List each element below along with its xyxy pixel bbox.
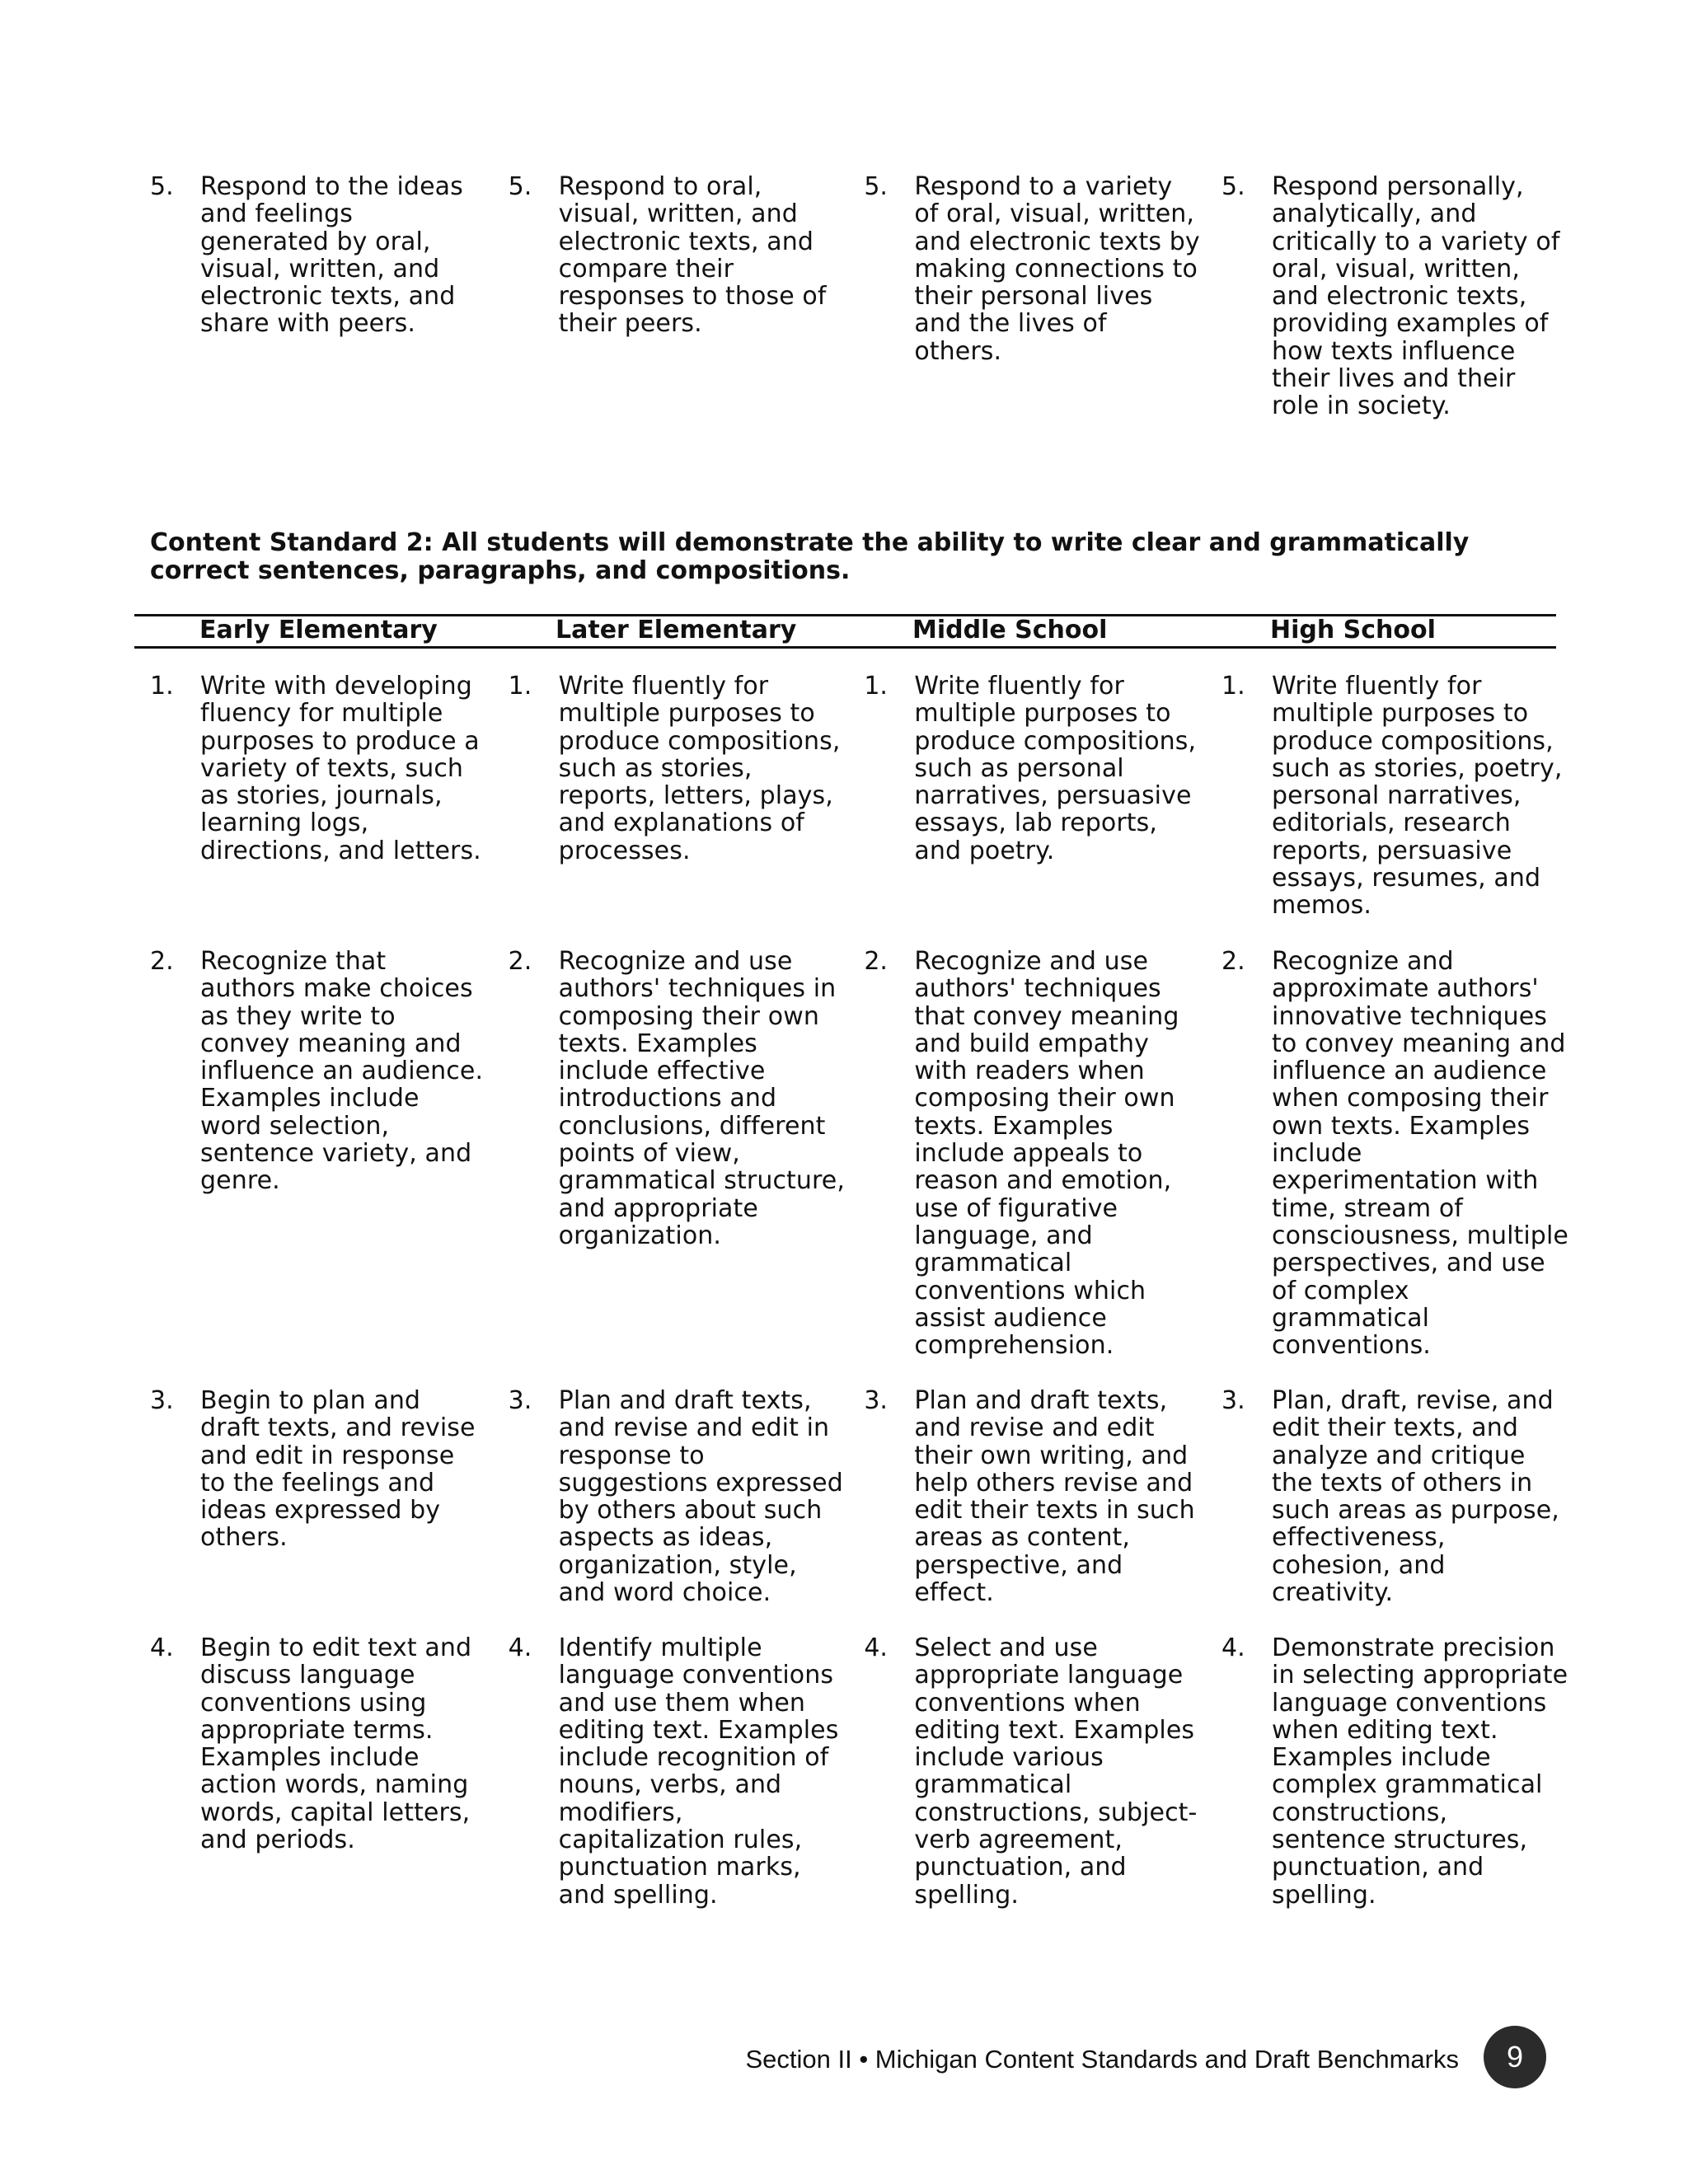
item-number: 4. (1221, 1633, 1245, 1662)
column-header-band (134, 614, 1556, 649)
item-text: Demonstrate precision in selecting appropriate language conventions when editing text. Examples include complex grammatical constructions, sentence structures, punctuation, and spelling. (1272, 1633, 1568, 1910)
item-text: Respond to oral, visual, written, and electronic texts, and compare their responses to those of their peers. (558, 172, 827, 339)
table-row (150, 672, 1563, 921)
benchmark-cell-middle-school (864, 948, 1221, 1359)
item-number: 1. (864, 672, 888, 701)
item-text: Write fluently for multiple purposes to produce compositions, such as stories, poetry, personal narratives, editorials, research reports, persuasive essays, resumes, and memos. (1272, 672, 1563, 921)
benchmark-cell-high-school (1221, 672, 1563, 921)
item-text: Recognize and use authors' techniques that convey meaning and build empathy with readers when composing their own texts. Examples include appeals to reason and emotion, use of figurative language, and grammatical conventions which assist audience comprehension. (914, 947, 1179, 1361)
item-number: 2. (150, 947, 174, 976)
item-text: Plan, draft, revise, and edit their texts, and analyze and critique the texts of others in such areas as purpose, effectiveness, cohesion, and creativity. (1272, 1386, 1559, 1608)
item-number: 2. (864, 947, 888, 976)
item-number: 2. (1221, 947, 1245, 976)
item-text: Select and use appropriate language conventions when editing text. Examples include various grammatical constructions, subject-verb agreement, punctuation, and spelling. (914, 1633, 1198, 1910)
item-text: Recognize that authors make choices as they write to convey meaning and influence an audience. Examples include word selection, sentence variety, and genre. (200, 947, 484, 1196)
item-number: 3. (864, 1386, 888, 1415)
benchmark-cell-later-elementary (509, 1387, 865, 1606)
item-text: Plan and draft texts, and revise and edit in response to suggestions expressed by others about such aspects as ideas, organization, style, and word choice. (558, 1386, 843, 1608)
content-standard-title: Content Standard 2: All students will demonstrate the ability to write clear and grammatically correct sentences, paragraphs, and compositions. (150, 528, 1470, 585)
page-number-badge: 9 (1484, 2026, 1546, 2088)
benchmark-cell-later-elementary (509, 1634, 865, 1909)
column-header-later-elementary: Later Elementary (556, 616, 797, 644)
benchmark-cell-early-elementary (150, 173, 509, 420)
benchmark-row-3 (150, 1386, 1559, 1608)
item-text: Respond personally, analytically, and critically to a variety of oral, visual, written, and electronic texts, providing examples of how texts influence their lives and their role in society. (1272, 172, 1560, 421)
benchmark-row-4 (150, 1633, 1568, 1910)
item-text: Begin to edit text and discuss language conventions using appropriate terms. Examples include action words, naming words, capital letters, and periods. (200, 1633, 472, 1855)
benchmark-cell-later-elementary (509, 948, 865, 1359)
item-number: 3. (1221, 1386, 1245, 1415)
item-number: 3. (150, 1386, 174, 1415)
item-number: 1. (1221, 672, 1245, 701)
benchmark-cell-high-school (1221, 1386, 1559, 1608)
item-text: Write fluently for multiple purposes to produce compositions, such as personal narratives, persuasive essays, lab reports, and poetry. (914, 672, 1197, 865)
item-text: Respond to a variety of oral, visual, written, and electronic texts by making connections to their personal lives and the lives of others. (914, 172, 1200, 366)
table-row (150, 172, 1560, 421)
column-header-middle-school: Middle School (912, 616, 1108, 644)
item-number: 4. (150, 1633, 174, 1662)
column-header-early-elementary: Early Elementary (199, 616, 438, 644)
item-text: Respond to the ideas and feelings generated by oral, visual, written, and electronic texts, and share with peers. (200, 172, 463, 339)
item-text: Write fluently for multiple purposes to produce compositions, such as stories, reports, letters, plays, and explanations of processes. (558, 672, 841, 865)
item-text: Recognize and approximate authors' innovative techniques to convey meaning and influence an audience when composing their own texts. Examples include experimentation with time, stream of consciousness, multiple perspectives, and use of complex grammatical conventions. (1272, 947, 1568, 1361)
table-row (150, 1633, 1568, 1910)
page-footer: Section II • Michigan Content Standards and Draft Benchmarks (745, 2045, 1459, 2074)
item-number: 1. (508, 672, 532, 701)
benchmark-row-1 (150, 672, 1563, 921)
benchmark-cell-high-school (1221, 947, 1568, 1361)
table-row (150, 1386, 1559, 1608)
item-number: 4. (864, 1633, 888, 1662)
benchmark-cell-early-elementary (150, 1387, 509, 1606)
item-number: 2. (508, 947, 532, 976)
benchmark-cell-high-school (1221, 1633, 1568, 1910)
benchmark-row-2 (150, 947, 1568, 1361)
previous-standard-items (150, 172, 1560, 421)
table-row (150, 947, 1568, 1361)
benchmark-cell-early-elementary (150, 948, 509, 1359)
item-number: 5. (508, 172, 532, 201)
benchmark-cell-early-elementary (150, 673, 509, 920)
item-number: 5. (150, 172, 174, 201)
benchmark-cell-early-elementary (150, 1634, 509, 1909)
column-header-high-school: High School (1270, 616, 1436, 644)
benchmark-cell-middle-school (864, 673, 1221, 920)
item-text: Write with developing fluency for multiple purposes to produce a variety of texts, such as stories, journals, learning logs, directions, and letters. (200, 672, 481, 865)
benchmark-cell-middle-school (864, 173, 1221, 420)
item-number: 4. (508, 1633, 532, 1662)
item-text: Plan and draft texts, and revise and edit their own writing, and help others revise and edit their texts in such areas as content, perspective, and effect. (914, 1386, 1195, 1608)
item-number: 5. (1221, 172, 1245, 201)
item-number: 5. (864, 172, 888, 201)
benchmark-cell-later-elementary (509, 173, 865, 420)
benchmark-cell-middle-school (864, 1634, 1221, 1909)
item-text: Identify multiple language conventions and use them when editing text. Examples include recognition of nouns, verbs, and modifiers, capitalization rules, punctuation marks, and spelling. (558, 1633, 839, 1910)
item-text: Begin to plan and draft texts, and revise and edit in response to the feelings and ideas expressed by others. (200, 1386, 476, 1553)
item-number: 1. (150, 672, 174, 701)
benchmark-cell-high-school (1221, 172, 1560, 421)
item-number: 3. (508, 1386, 532, 1415)
benchmark-cell-middle-school (864, 1387, 1221, 1606)
benchmark-cell-later-elementary (509, 673, 865, 920)
item-text: Recognize and use authors' techniques in composing their own texts. Examples include effective introductions and conclusions, different points of view, grammatical structure, and appropriate organization. (558, 947, 845, 1250)
